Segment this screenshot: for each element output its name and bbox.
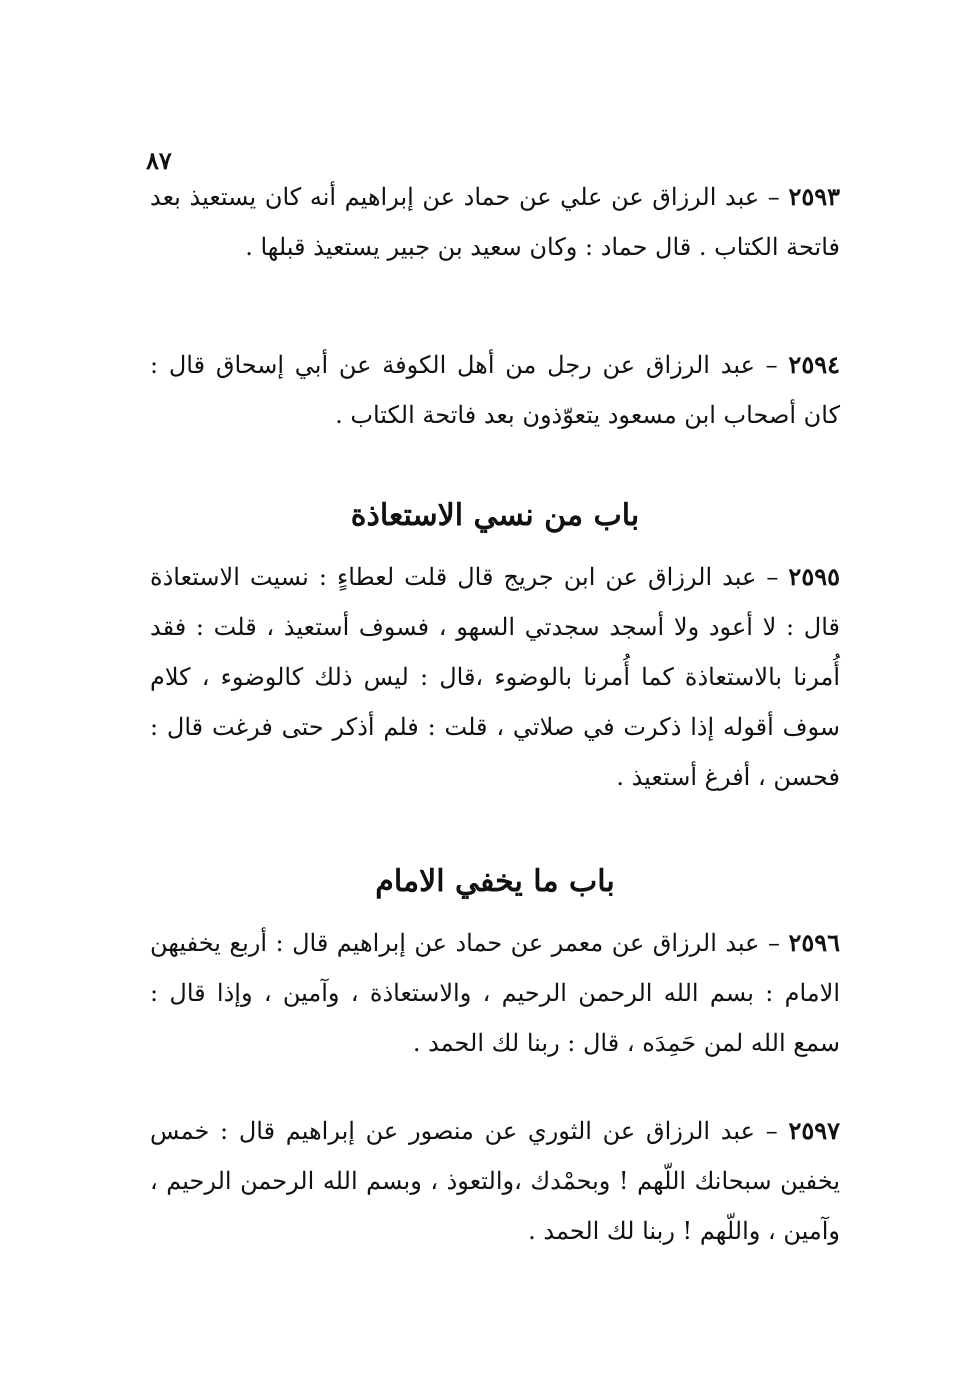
hadith-2597 [150,1106,840,1256]
hadith-2595 [150,552,840,802]
hadith-number: ٢٥٩٤ [788,350,840,379]
hadith-2596 [150,918,840,1068]
section-heading: باب من نسي الاستعاذة [350,498,640,533]
hadith-number: ٢٥٩٦ [788,928,841,957]
hadith-number: ٢٥٩٣ [788,182,840,211]
hadith-number: ٢٥٩٧ [788,1116,840,1145]
section-heading: باب ما يخفي الامام [375,864,615,899]
hadith-text: – عبد الرزاق عن رجل من أهل الكوفة عن أبي إسحاق قال : كان أصحاب ابن مسعود يتعوّذون بعد فاتحة الكتاب . [150,351,840,429]
hadith-text: – عبد الرزاق عن ابن جريج قال قلت لعطاءٍ : نسيت الاستعاذة قال : لا أعود ولا أسجد سجدتي السهو ، فسوف أستعيذ ، قلت : فقد أُمرنا بالاستعاذة كما أُمرنا بالوضوء ،قال : ليس ذلك كالوضوء ، كلام سوف أقوله إذا ذكرت في صلاتي ، قلت : فلم أذكر حتى فرغت قال : فحسن ، أفرغ أستعيذ . [150,563,840,791]
hadith-number: ٢٥٩٥ [788,562,840,591]
hadith-2593 [150,172,840,272]
hadith-text: – عبد الرزاق عن معمر عن حماد عن إبراهيم قال : أربع يخفيهن الامام : بسم الله الرحمن الرحيم ، والاستعاذة ، وآمين ، وإذا قال : سمع الله لمن حَمِدَه ، قال : ربنا لك الحمد . [150,929,840,1057]
hadith-text: – عبد الرزاق عن علي عن حماد عن إبراهيم أنه كان يستعيذ بعد فاتحة الكتاب . قال حماد : وكان سعيد بن جبير يستعيذ قبلها . [150,183,840,261]
page-number: ٨٧ [146,146,172,175]
hadith-text: – عبد الرزاق عن الثوري عن منصور عن إبراهيم قال : خمس يخفين سبحانك اللّهم ! وبحمْدك ،والتعوذ ، وبسم الله الرحمن الرحيم ، وآمين ، واللّهم ! ربنا لك الحمد . [150,1117,840,1245]
hadith-2594 [150,340,840,440]
